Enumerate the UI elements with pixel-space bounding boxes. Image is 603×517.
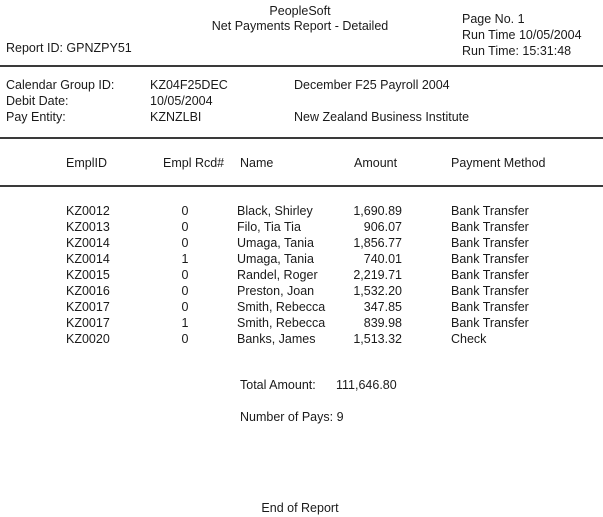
emplid-cell: KZ0013 [66, 220, 110, 234]
total-amount-value: 111,646.80 [336, 378, 397, 392]
name-cell: Banks, James [237, 332, 316, 346]
emplid-cell: KZ0012 [66, 204, 110, 218]
calendar-group-value: KZ04F25DEC [150, 78, 228, 92]
payment-method-cell: Bank Transfer [451, 268, 529, 282]
emplid-cell: KZ0015 [66, 268, 110, 282]
empl-rcd-cell: 0 [181, 300, 189, 314]
report-id: Report ID: GPNZPY51 [6, 41, 132, 55]
empl-rcd-cell: 0 [181, 236, 189, 250]
name-cell: Smith, Rebecca [237, 300, 326, 314]
payment-method-cell: Bank Transfer [451, 220, 529, 234]
emplid-cell: KZ0017 [66, 300, 110, 314]
name-cell: Black, Shirley [237, 204, 313, 218]
header-divider [0, 65, 603, 67]
column-header-divider [0, 185, 603, 187]
payment-method-cell: Bank Transfer [451, 300, 529, 314]
payment-method-cell: Bank Transfer [451, 204, 529, 218]
calendar-group-description: December F25 Payroll 2004 [294, 78, 450, 92]
info-divider [0, 137, 603, 139]
empl-rcd-cell: 0 [181, 268, 189, 282]
column-header-amount: Amount [354, 156, 398, 170]
emplid-cell: KZ0020 [66, 332, 110, 346]
emplid-cell: KZ0014 [66, 236, 110, 250]
debit-date-label: Debit Date: [6, 94, 69, 108]
empl-rcd-cell: 0 [181, 204, 189, 218]
payment-method-cell: Bank Transfer [451, 316, 529, 330]
name-cell: Randel, Roger [237, 268, 318, 282]
run-time: Run Time: 15:31:48 [462, 44, 572, 58]
amount-cell: 740.01 [363, 252, 402, 266]
name-cell: Umaga, Tania [237, 252, 314, 266]
name-cell: Filo, Tia Tia [237, 220, 301, 234]
name-cell: Smith, Rebecca [237, 316, 326, 330]
calendar-group-label: Calendar Group ID: [6, 78, 115, 92]
empl-rcd-cell: 1 [181, 252, 189, 266]
emplid-cell: KZ0017 [66, 316, 110, 330]
payment-method-cell: Check [451, 332, 487, 346]
amount-cell: 1,690.89 [353, 204, 402, 218]
payment-method-cell: Bank Transfer [451, 284, 529, 298]
total-amount-label: Total Amount: [240, 378, 316, 392]
empl-rcd-cell: 1 [181, 316, 189, 330]
company-name: PeopleSoft [269, 4, 331, 18]
amount-cell: 1,532.20 [353, 284, 402, 298]
pay-entity-label: Pay Entity: [6, 110, 66, 124]
amount-cell: 1,513.32 [353, 332, 402, 346]
payment-method-cell: Bank Transfer [451, 236, 529, 250]
column-header-payment-method: Payment Method [451, 156, 546, 170]
amount-cell: 1,856.77 [353, 236, 402, 250]
emplid-cell: KZ0016 [66, 284, 110, 298]
end-of-report: End of Report [261, 501, 339, 515]
amount-cell: 839.98 [363, 316, 402, 330]
pay-entity-description: New Zealand Business Institute [294, 110, 470, 124]
empl-rcd-cell: 0 [181, 332, 189, 346]
emplid-cell: KZ0014 [66, 252, 110, 266]
page-number: Page No. 1 [462, 12, 525, 26]
number-of-pays: Number of Pays: 9 [240, 410, 344, 424]
empl-rcd-cell: 0 [181, 284, 189, 298]
name-cell: Umaga, Tania [237, 236, 314, 250]
debit-date-value: 10/05/2004 [150, 94, 213, 108]
empl-rcd-cell: 0 [181, 220, 189, 234]
name-cell: Preston, Joan [237, 284, 315, 298]
amount-cell: 2,219.71 [353, 268, 402, 282]
column-header-name: Name [240, 156, 274, 170]
pay-entity-value: KZNZLBI [150, 110, 202, 124]
column-header-empl-rcd: Empl Rcd# [163, 156, 225, 170]
payment-method-cell: Bank Transfer [451, 252, 529, 266]
amount-cell: 347.85 [363, 300, 402, 314]
report-title: Net Payments Report - Detailed [211, 19, 389, 33]
column-header-emplid: EmplID [66, 156, 107, 170]
run-date: Run Time 10/05/2004 [462, 28, 582, 42]
amount-cell: 906.07 [363, 220, 402, 234]
